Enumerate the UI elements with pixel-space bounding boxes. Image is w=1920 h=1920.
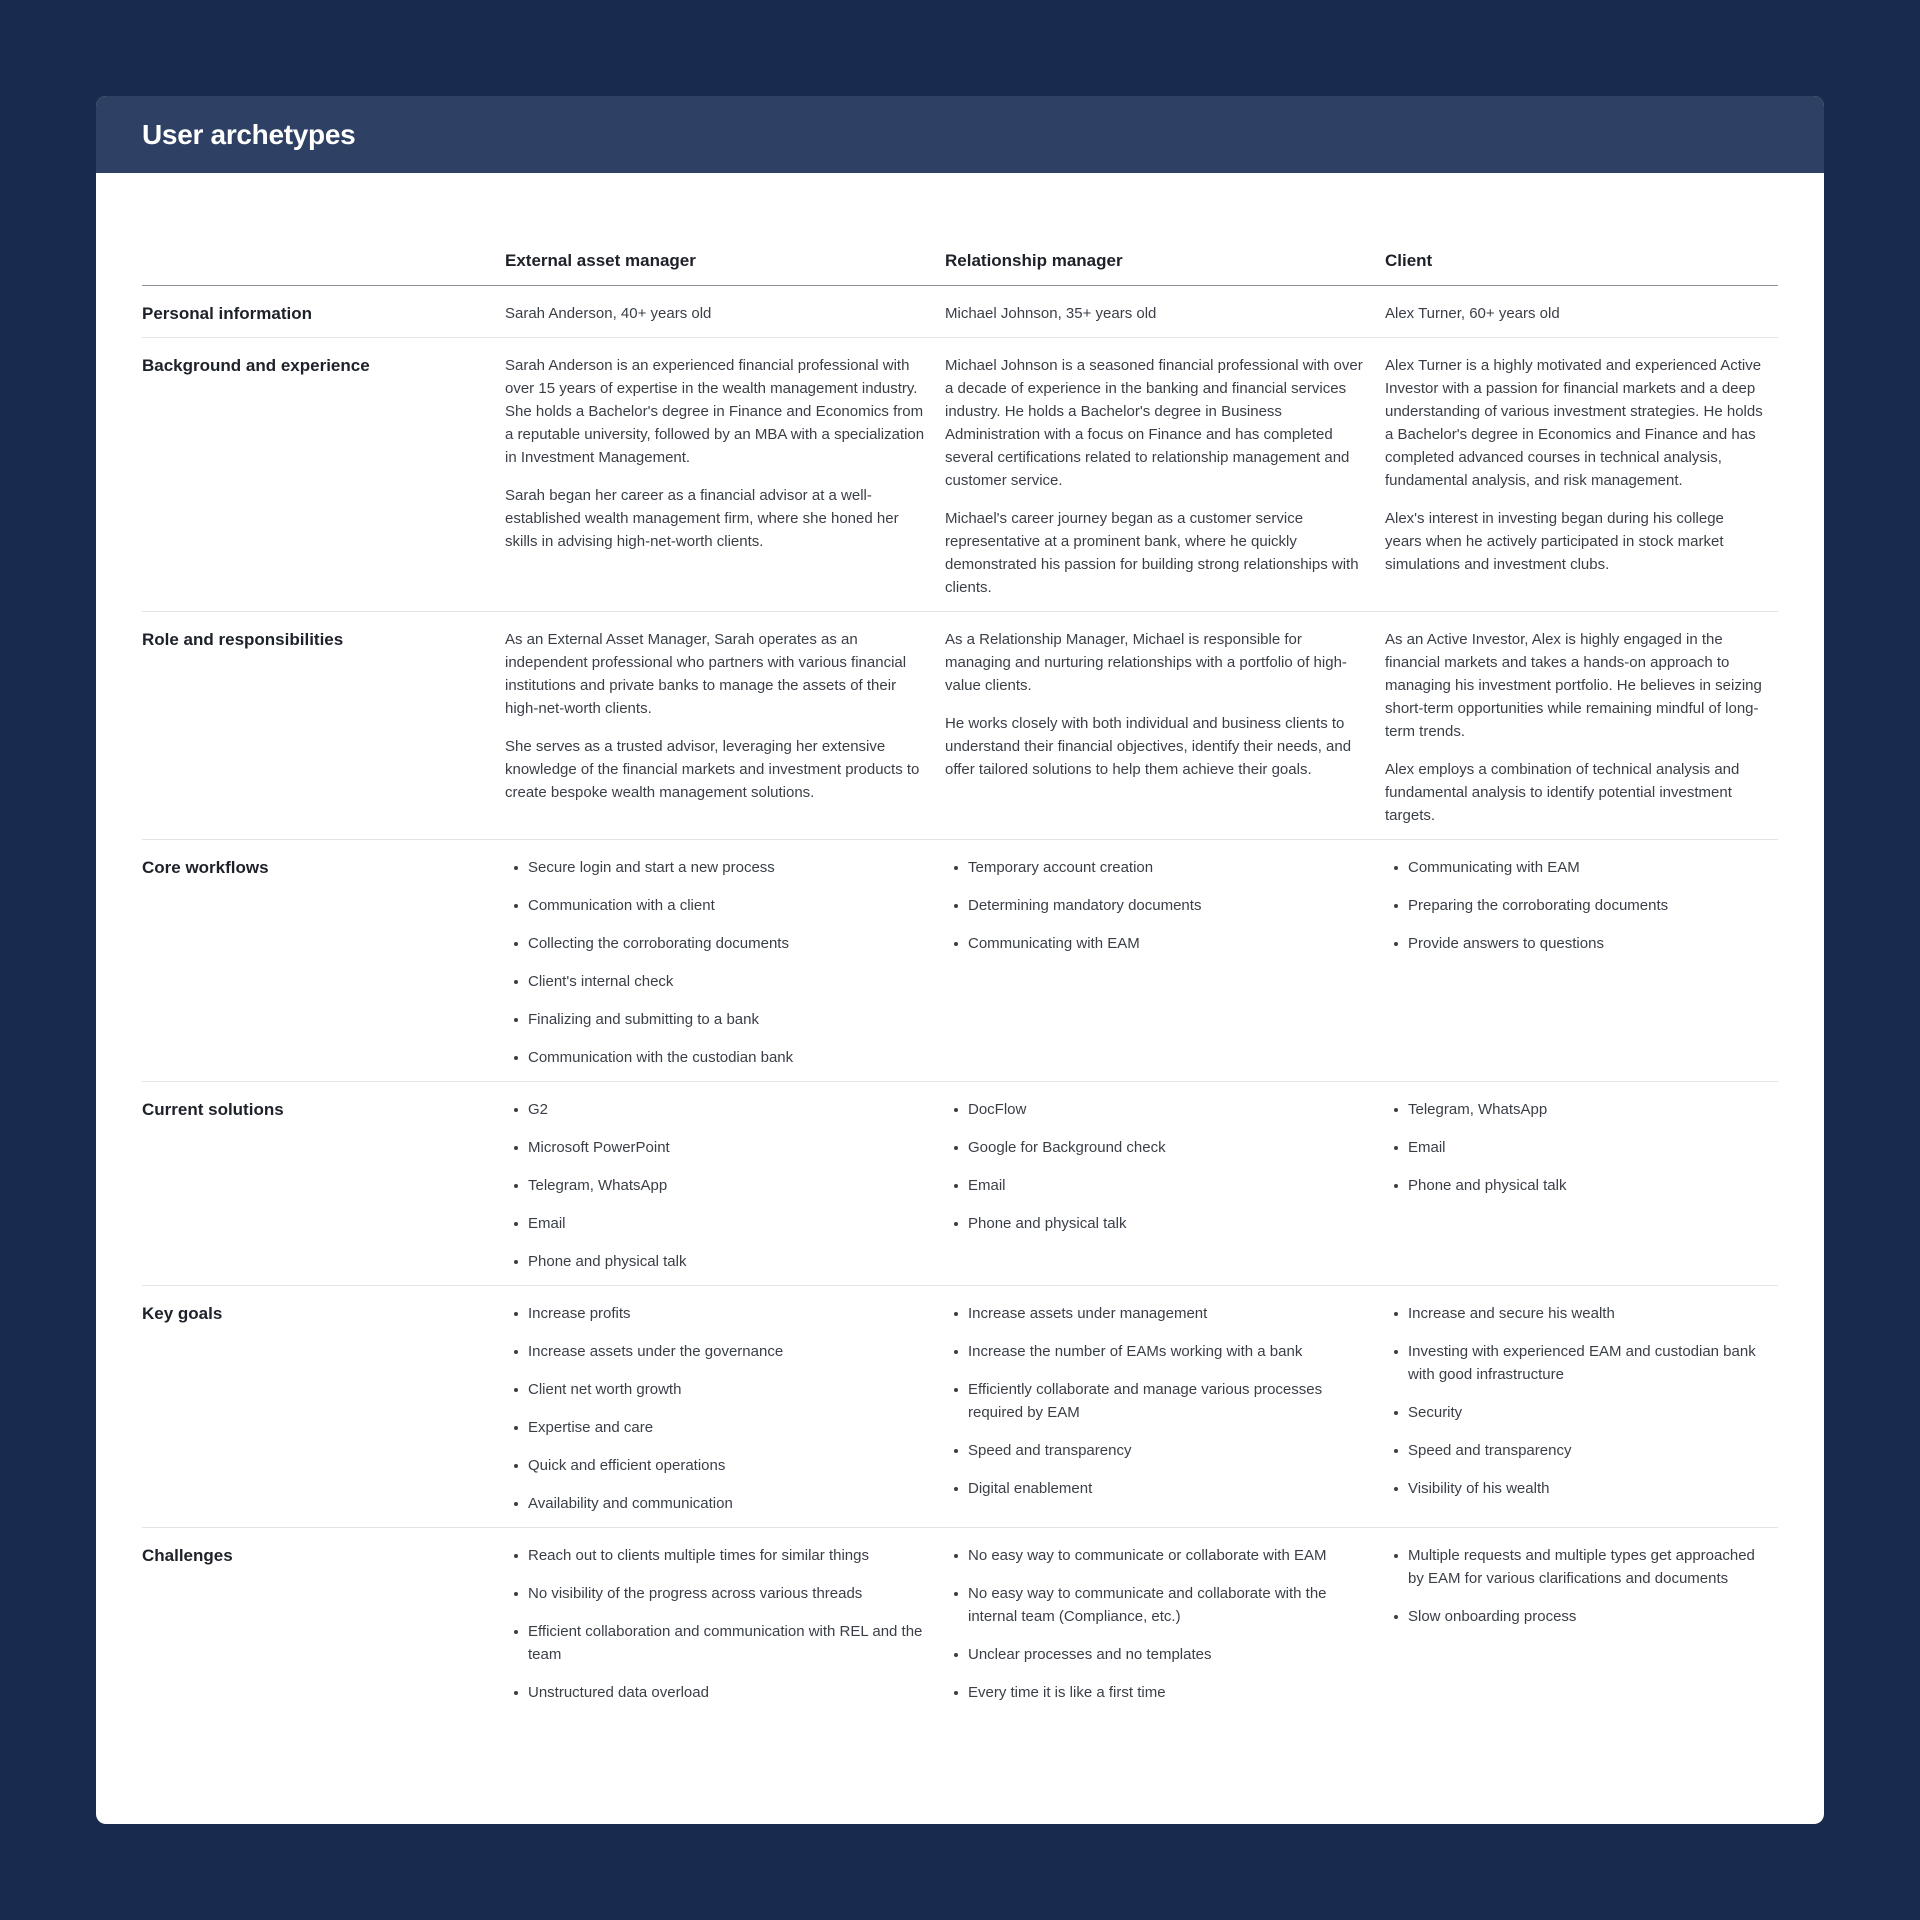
list-item: Communication with a client (505, 894, 931, 917)
list-item: Communicating with EAM (1385, 856, 1764, 879)
list-item: Reach out to clients multiple times for similar things (505, 1544, 931, 1567)
list-item: Multiple requests and multiple types get approached by EAM for various clarifications and documents (1385, 1544, 1764, 1590)
list-item: Provide answers to questions (1385, 932, 1764, 955)
list-item: Phone and physical talk (1385, 1174, 1764, 1197)
paragraph: Sarah began her career as a financial advisor at a well-established wealth management firm, where she honed her skills in advising high-net-worth clients. (505, 487, 899, 550)
paragraph: Sarah Anderson is an experienced financial professional with over 15 years of expertise in the wealth management industry. She holds a Bachelor's degree in Finance and Economics from a reputable university, followed by an MBA with a specialization in Investment Management. (505, 357, 925, 466)
list-item: Visibility of his wealth (1385, 1477, 1764, 1500)
bullet-list (505, 856, 931, 1069)
list-item: Quick and efficient operations (505, 1454, 931, 1477)
list-item: Increase profits (505, 1302, 931, 1325)
table-row-goals (142, 1286, 1778, 1528)
list-item: Unstructured data overload (505, 1681, 931, 1704)
column-header-eam: External asset manager (505, 251, 696, 270)
list-item: Phone and physical talk (505, 1250, 931, 1273)
list-item: Finalizing and submitting to a bank (505, 1008, 931, 1031)
cell-rm (945, 354, 1385, 599)
table-row-personal (142, 286, 1778, 338)
cell-client (1385, 856, 1778, 1069)
list-item: Speed and transparency (1385, 1439, 1764, 1462)
list-item: Determining mandatory documents (945, 894, 1371, 917)
paragraph: As a Relationship Manager, Michael is responsible for managing and nurturing relationships with a portfolio of high-value clients. (945, 631, 1347, 694)
table-row-role (142, 612, 1778, 840)
cell-client (1385, 1302, 1778, 1515)
cell-rm: Michael Johnson, 35+ years old (945, 305, 1157, 322)
paragraph: Alex employs a combination of technical analysis and fundamental analysis to identify potential investment targets. (1385, 761, 1740, 824)
cell-client (1385, 1544, 1778, 1704)
header-spacer (142, 251, 505, 271)
bullet-list (945, 856, 1371, 955)
table-row-background (142, 338, 1778, 612)
table-row-solutions (142, 1082, 1778, 1286)
list-item: Investing with experienced EAM and custodian bank with good infrastructure (1385, 1340, 1764, 1386)
cell-client (1385, 1098, 1778, 1273)
bullet-list (1385, 1544, 1764, 1628)
cell-eam: Sarah Anderson, 40+ years old (505, 305, 712, 322)
cell-rm (945, 1544, 1385, 1704)
list-item: Email (505, 1212, 931, 1235)
cell-rm (945, 1302, 1385, 1515)
list-item: Phone and physical talk (945, 1212, 1371, 1235)
list-item: Speed and transparency (945, 1439, 1371, 1462)
row-label: Challenges (142, 1546, 233, 1565)
cell-eam (505, 1302, 945, 1515)
list-item: Microsoft PowerPoint (505, 1136, 931, 1159)
list-item: No easy way to communicate and collaborate with the internal team (Compliance, etc.) (945, 1582, 1371, 1628)
list-item: No easy way to communicate or collaborate with EAM (945, 1544, 1371, 1567)
row-label: Personal information (142, 304, 313, 323)
row-label: Current solutions (142, 1100, 284, 1119)
paragraph: She serves as a trusted advisor, leveraging her extensive knowledge of the financial markets and investment products to create bespoke wealth management solutions. (505, 738, 920, 801)
page-title: User archetypes (142, 118, 356, 150)
bullet-list (505, 1544, 931, 1704)
bullet-list (945, 1544, 1371, 1704)
cell-eam (505, 354, 945, 599)
list-item: Efficiently collaborate and manage various processes required by EAM (945, 1378, 1371, 1424)
bullet-list (945, 1302, 1371, 1500)
list-item: Unclear processes and no templates (945, 1643, 1371, 1666)
paragraph: Alex's interest in investing began during his college years when he actively participated in stock market simulations and investment clubs. (1385, 510, 1724, 573)
cell-rm (945, 628, 1385, 827)
list-item: Communication with the custodian bank (505, 1046, 931, 1069)
cell-rm (945, 1098, 1385, 1273)
cell-eam (505, 856, 945, 1069)
list-item: Increase the number of EAMs working with a bank (945, 1340, 1371, 1363)
cell-eam (505, 1544, 945, 1704)
list-item: G2 (505, 1098, 931, 1121)
list-item: Increase and secure his wealth (1385, 1302, 1764, 1325)
row-label: Role and responsibilities (142, 630, 344, 649)
cell-client: Alex Turner, 60+ years old (1385, 305, 1560, 322)
bullet-list (1385, 1302, 1764, 1500)
list-item: Increase assets under the governance (505, 1340, 931, 1363)
bullet-list (505, 1302, 931, 1515)
column-header-client: Client (1385, 251, 1433, 270)
list-item: No visibility of the progress across various threads (505, 1582, 931, 1605)
paragraph: As an External Asset Manager, Sarah operates as an independent professional who partners with various financial institutions and private banks to manage the assets of their high-net-worth clients. (505, 631, 907, 717)
paragraph: Michael Johnson is a seasoned financial professional with over a decade of experience in the banking and financial services industry. He holds a Bachelor's degree in Business Administration with a focus on Finance and has completed several certifications related to relationship management and customer service. (945, 357, 1363, 489)
table-header-row (142, 231, 1778, 286)
list-item: Client net worth growth (505, 1378, 931, 1401)
archetypes-table (142, 231, 1778, 1716)
row-label: Key goals (142, 1304, 223, 1323)
row-label: Background and experience (142, 356, 370, 375)
list-item: Temporary account creation (945, 856, 1371, 879)
paragraph: Alex Turner is a highly motivated and experienced Active Investor with a passion for financial markets and a deep understanding of various investment strategies. He holds a Bachelor's degree in Economics and Finance and has completed advanced courses in technical analysis, fundamental analysis, and risk management. (1385, 357, 1763, 489)
cell-eam (505, 1098, 945, 1273)
paragraph: Michael's career journey began as a customer service representative at a prominent bank, where he quickly demonstrated his passion for building strong relationships with clients. (945, 510, 1359, 596)
list-item: Expertise and care (505, 1416, 931, 1439)
table-row-challenges (142, 1528, 1778, 1716)
list-item: Increase assets under management (945, 1302, 1371, 1325)
paragraph: He works closely with both individual and business clients to understand their financial objectives, identify their needs, and offer tailored solutions to help them achieve their goals. (945, 715, 1352, 778)
list-item: Security (1385, 1401, 1764, 1424)
list-item: Preparing the corroborating documents (1385, 894, 1764, 917)
cell-rm (945, 856, 1385, 1069)
list-item: Digital enablement (945, 1477, 1371, 1500)
list-item: Collecting the corroborating documents (505, 932, 931, 955)
bullet-list (1385, 1098, 1764, 1197)
list-item: Every time it is like a first time (945, 1681, 1371, 1704)
archetypes-card (96, 96, 1824, 1824)
bullet-list (1385, 856, 1764, 955)
list-item: Telegram, WhatsApp (1385, 1098, 1764, 1121)
list-item: DocFlow (945, 1098, 1371, 1121)
list-item: Availability and communication (505, 1492, 931, 1515)
list-item: Telegram, WhatsApp (505, 1174, 931, 1197)
card-header (96, 96, 1824, 173)
list-item: Google for Background check (945, 1136, 1371, 1159)
list-item: Efficient collaboration and communication with REL and the team (505, 1620, 931, 1666)
list-item: Client's internal check (505, 970, 931, 993)
cell-client (1385, 354, 1778, 599)
list-item: Secure login and start a new process (505, 856, 931, 879)
cell-eam (505, 628, 945, 827)
list-item: Slow onboarding process (1385, 1605, 1764, 1628)
row-label: Core workflows (142, 858, 269, 877)
table-row-workflows (142, 840, 1778, 1082)
list-item: Communicating with EAM (945, 932, 1371, 955)
list-item: Email (945, 1174, 1371, 1197)
bullet-list (505, 1098, 931, 1273)
bullet-list (945, 1098, 1371, 1235)
cell-client (1385, 628, 1778, 827)
paragraph: As an Active Investor, Alex is highly engaged in the financial markets and takes a hands-on approach to managing his investment portfolio. He believes in seizing short-term opportunities while remaining mindful of long-term trends. (1385, 631, 1762, 740)
column-header-rm: Relationship manager (945, 251, 1123, 270)
list-item: Email (1385, 1136, 1764, 1159)
